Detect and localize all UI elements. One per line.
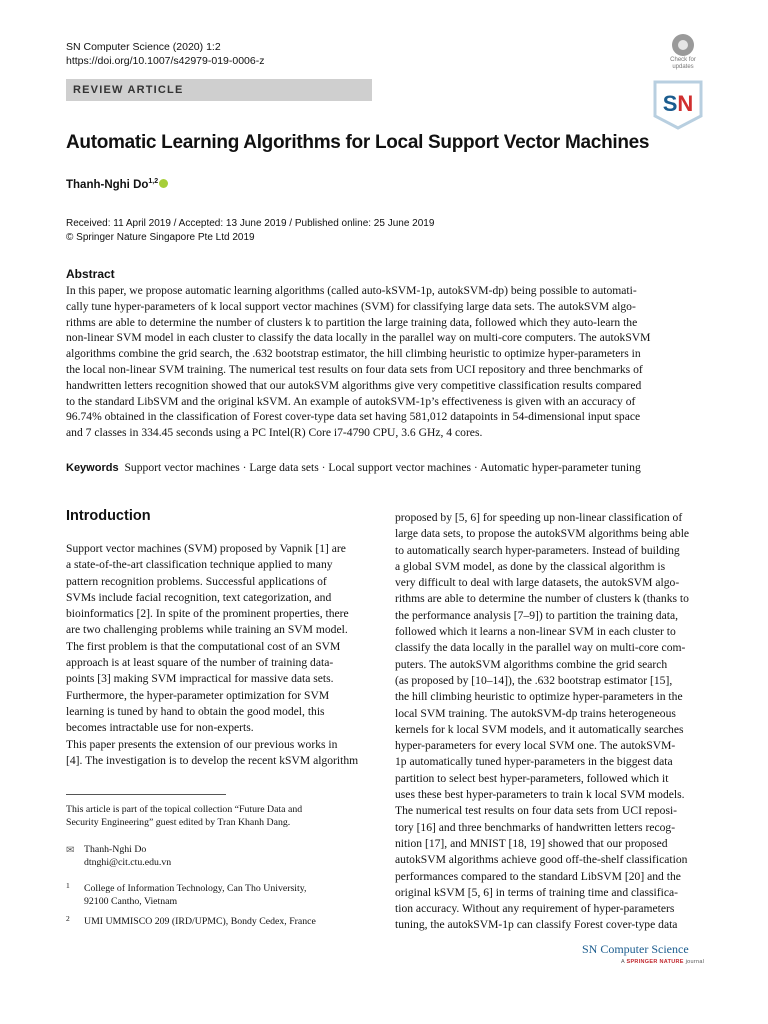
svg-text:SN: SN: [662, 91, 694, 116]
keywords-text: Support vector machines · Large data sets · Local support vector machines · Automatic hyper-parameter tuning: [124, 461, 641, 474]
article-type-banner: REVIEW ARTICLE: [66, 79, 372, 101]
check-for-updates-button[interactable]: [662, 34, 704, 70]
paper-title: Automatic Learning Algorithms for Local Support Vector Machines: [66, 132, 650, 153]
dates-line: Received: 11 April 2019 / Accepted: 13 June 2019 / Published online: 25 June 2019: [66, 218, 435, 229]
affiliation-1: College of Information Technology, Can Tho University, 92100 Cantho, Vietnam: [84, 883, 307, 907]
author-affiliation-sup: 1,2: [148, 178, 159, 185]
author-name[interactable]: Thanh-Nghi Do: [66, 178, 149, 191]
introduction-right-column: proposed by [5, 6] for speeding up non-linear classification of large data sets, to propose the autokSVM algorithms being able to automatically search hyper-parameters. Instead of building a global SVM model, as done by the classical algorithm is very difficult to deal with large datasets, the autokSVM algo- rithms are able to determine the number of clusters k (thanks to the performance analysis [7–9]) to partition the training data, followed which it learns a non-linear SVM in each cluster to classify the data locally in the parallel way on multi-core com- puters. The autokSVM algorithms combine the grid search (as proposed by [10–14]), the .632 bootstrap estimator [15], the hill climbing heuristic to optimize hyper-parameters in the local SVM training. The autokSVM-dp trains heterogeneous kernels for k local SVM models, and it automatically searches hyper-parameters for every local SVM one. The autokSVM- 1p automatically tuned hyper-parameters in the biggest data partition to select best hyper-parameters, followed which it uses these best hyper-parameters to train k local SVM models. The numerical test results on four data sets from UCI reposi- tory [16] and three benchmarks of handwritten letters recog- nition [17], and MNIST [18, 19] showed that our proposed autokSVM algorithms achieve good off-the-shelf classification performances compared to the standard LibSVM [20] and the original kSVM [5, 6] in terms of training time and classifica- tion accuracy. Without any requirement of hyper-parameters tuning, the autokSVM-1p can classify Forest cover-type data: [395, 511, 690, 932]
keywords-line: [66, 461, 641, 474]
abstract-body: In this paper, we propose automatic learning algorithms (called auto-kSVM-1p, autokSVM-dp) being possible to automati- cally tune hyper-parameters of k local support vector machines (SVM) for classifying large data sets. The autokSVM algo- rithms are able to determine the number of clusters k to partition the large training data, followed which they auto-learn the non-linear SVM model in each cluster to classify the data locally in the parallel way on multi-core computers. The autokSVM algorithms combine the grid search, the .632 bootstrap estimator, the hill climbing heuristic to optimize hyper-parameters in the local non-linear SVM training. The numerical test results on four data sets from UCI repository and three benchmarks of handwritten letters recognition showed that our autokSVM algorithms give very competitive classification results compared to the standard LibSVM and the original kSVM. An example of autokSVM-1p’s effectiveness is given with an accuracy of 96.74% obtained in the classification of Forest cover-type data set having 581,012 datapoints in 54-dimensional input space and 7 classes in 334.45 seconds using a PC Intel(R) Core i7-4790 CPU, 3.6 GHz, 4 cores.: [66, 284, 651, 440]
collection-footnote: This article is part of the topical collection “Future Data and Security Engineering” guest edited by Tran Khanh Dang.: [66, 804, 303, 828]
introduction-heading: Introduction: [66, 508, 151, 524]
footnote-divider: [66, 794, 226, 795]
doi-link[interactable]: https://doi.org/10.1007/s42979-019-0006-z: [66, 55, 265, 67]
footer-journal-name: SN Computer Science: [582, 942, 689, 956]
publisher-suffix: journal: [685, 959, 705, 965]
envelope-icon: ✉: [66, 845, 75, 856]
publication-dates: [66, 217, 434, 245]
publisher-prefix: A: [621, 959, 625, 965]
keywords-label: Keywords: [66, 462, 119, 474]
affiliation-1-number: 1: [66, 881, 70, 890]
copyright-line: © Springer Nature Singapore Pte Ltd 2019: [66, 232, 255, 243]
introduction-left-column: Support vector machines (SVM) proposed by Vapnik [1] are a state-of-the-art classification technique applied to many pattern recognition problems. Successful applications of SVMs include facial recognition, text categorization, and bioinformatics [2]. In spite of the prominent properties, there are two challenging problems while training an SVM model. The first problem is that the computational cost of an SVM approach is at least square of the number of training data- points [3] making SVM impractical for massive data sets. Furthermore, the hyper-parameter optimization for SVM learning is tuned by hand to obtain the good model, this becomes intractable use for non-experts. This paper presents the extension of our previous works in [4]. The investigation is to develop the recent kSVM algorithm: [66, 542, 359, 767]
corresponding-author: [84, 843, 171, 869]
author-line: [66, 178, 168, 191]
corresponding-author-name: Thanh-Nghi Do: [84, 844, 147, 855]
orcid-icon[interactable]: [159, 179, 168, 188]
journal-citation: SN Computer Science (2020) 1:2: [66, 41, 221, 53]
footer-publisher: [621, 959, 704, 965]
sn-logo-icon: [653, 80, 703, 130]
abstract-heading: Abstract: [66, 267, 115, 281]
check-updates-label: Check for updates: [670, 57, 696, 70]
affiliation-2: UMI UMMISCO 209 (IRD/UPMC), Bondy Cedex, France: [84, 916, 316, 927]
journal-header: [66, 40, 264, 68]
corresponding-author-email[interactable]: dtnghi@cit.ctu.edu.vn: [84, 857, 172, 868]
affiliation-2-number: 2: [66, 914, 70, 923]
publisher-brand: SPRINGER NATURE: [626, 959, 684, 965]
check-updates-icon: [672, 34, 694, 56]
